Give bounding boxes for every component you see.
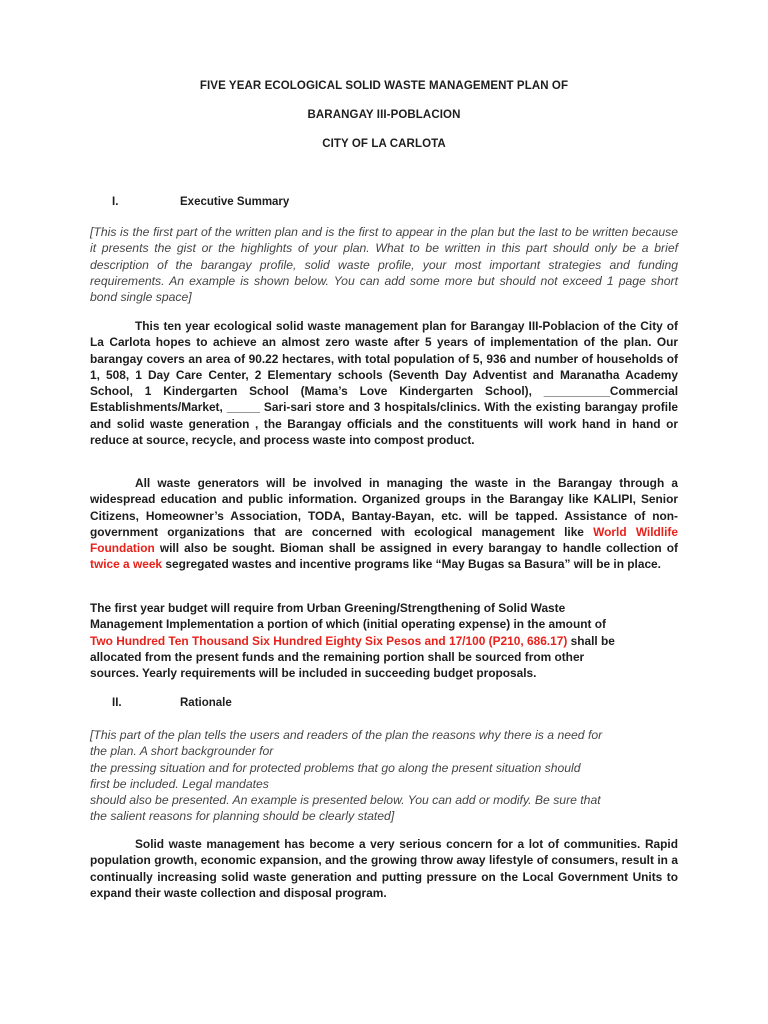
section2-number: II. — [112, 697, 122, 709]
section1-paragraph3: The first year budget will require from Urban Greening/Strengthening of Solid Waste Management Implementation a portion of which (initial operating expense) in the amount of Two Hundred Ten Thousand Six Hundred Eighty Six Pesos and 17/100 (P210, 686.17) shall be allocated from the present funds and the remaining portion shall be sourced from other sources. Yearly requirements will be included in succeeding budget proposals. — [90, 601, 615, 681]
section2-paragraph1: Solid waste management has become a very serious concern for a lot of communities. Rapid population growth, economic expansion, and the growing throw away lifestyle of consumers, result in a continually increasing solid waste generation and putting pressure on the Local Government Units to expand their waste collection and disposal program. — [90, 837, 678, 900]
section1-paragraph1: This ten year ecological solid waste management plan for Barangay III-Poblacion of the City of La Carlota hopes to achieve an almost zero waste after 5 years of implementation of the plan. Our barangay covers an area of 90.22 hectares, with total population of 5, 936 and number of households of 1, 508, 1 Day Care Center, 2 Elementary schools (Seventh Day Adventist and Maranatha Academy School, 1 Kindergarten School (Mama’s Love Kindergarten School), __________Commercial Establishments/Market, _____ Sari-sari store and 3 hospitals/clinics. With the existing barangay profile and solid waste generation , the Barangay officials and the constituents will work hand in hand or reduce at source, recycle, and process waste into compost product. — [90, 319, 678, 448]
wwf-highlight: World Wildlife Foundation — [90, 524, 678, 556]
section1-heading — [90, 196, 289, 208]
section2-heading — [90, 697, 232, 709]
section1-number: I. — [112, 196, 119, 208]
twice-a-week-highlight: twice a week — [90, 557, 163, 572]
doc-title-line1: FIVE YEAR ECOLOGICAL SOLID WASTE MANAGEMENT PLAN OF — [199, 80, 569, 92]
section1-paragraph2: All waste generators will be involved in managing the waste in the Barangay through a widespread education and public information. Organized groups in the Barangay like KALIPI, Senior Citizens, Homeowner’s Association, TODA, Bantay-Bayan, etc. will be tapped. Assistance of non-government organizations that are concerned with ecological management like World Wildlife Foundation will also be sought. Bioman shall be assigned in every barangay to handle collection of twice a week segregated wastes and incentive programs like “May Bugas sa Basura” will be in place. — [90, 476, 678, 572]
budget-amount-highlight: Two Hundred Ten Thousand Six Hundred Eighty Six Pesos and 17/100 (P210, 686.17) — [90, 633, 568, 648]
doc-title-line2: BARANGAY III-POBLACION — [307, 109, 461, 121]
section1-instructions: [This is the first part of the written plan and is the first to appear in the plan but the last to be written because it presents the gist or the highlights of your plan. What to be written in this part should only be a brief description of the barangay profile, solid waste profile, your most important strategies and funding requirements. An example is shown below. You can add some more but should not exceed 1 page short bond single space] — [90, 225, 678, 305]
section2-instructions: [This part of the plan tells the users and readers of the plan the reasons why there is a need for the plan. A short backgrounder for the pressing situation and for protected problems that go along the present situation should first be included. Legal mandates should also be presented. An example is presented below. You can add or modify. Be sure that the salient reasons for planning should be clearly stated] — [90, 728, 603, 824]
doc-title-line3: CITY OF LA CARLOTA — [322, 138, 446, 150]
section2-title: Rationale — [180, 697, 232, 709]
section1-title: Executive Summary — [180, 196, 290, 208]
